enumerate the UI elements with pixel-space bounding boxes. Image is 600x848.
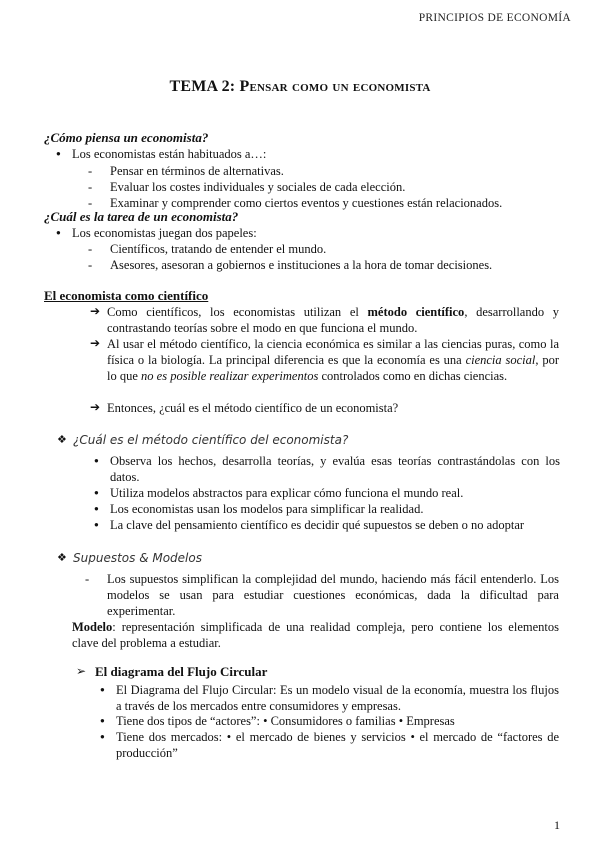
flow-heading: El diagrama del Flujo Circular — [95, 664, 268, 679]
subheading: Supuestos & Modelos — [73, 551, 202, 565]
text-run: Como científicos, los economistas utilizan el — [107, 305, 368, 319]
bullet-item: ● Utiliza modelos abstractos para explicar cómo funciona el mundo real. — [110, 485, 463, 501]
arrow-paragraph — [107, 304, 559, 336]
section-heading: El economista como científico — [44, 288, 209, 303]
dash-item: - Pensar en términos de alternativas. — [110, 163, 284, 179]
text-run: Al usar el método científico, la ciencia económica es similar a las ciencias puras, como la física o la biología. La principal diferencia es que la economía es una — [107, 337, 559, 367]
dash-item: - Evaluar los costes individuales y sociales de cada elección. — [110, 179, 405, 195]
italic-term: ciencia social — [465, 353, 536, 367]
page-number: 1 — [554, 818, 560, 832]
text-run: controlados como en dichas ciencias. — [318, 369, 508, 383]
page-title: TEMA 2: Pensar como un economista — [169, 78, 431, 95]
bold-term: método científico — [367, 305, 465, 319]
question-heading: ¿Cómo piensa un economista? — [44, 130, 209, 145]
bold-term: Modelo — [72, 620, 113, 634]
dash-item: - Científicos, tratando de entender el mundo. — [110, 241, 326, 257]
subheading: ¿Cuál es el método científico del economista? — [73, 433, 349, 447]
arrow-icon: ➔ — [90, 400, 101, 414]
text-run: : representación simplificada de una realidad compleja, pero contiene los elementos clave del problema a estudiar. — [72, 620, 559, 650]
question-heading: ¿Cuál es la tarea de un economista? — [44, 209, 239, 224]
diamond-bullet-icon: ❖ — [57, 434, 67, 446]
dash-paragraph: - Los supuestos simplifican la complejidad del mundo, haciendo más fácil entenderlo. Los modelos se usan para estudiar cuestiones económicas, dada la dificultad para experimentar. — [107, 571, 559, 619]
dash-item: - Asesores, asesoran a gobiernos e instituciones a la hora de tomar decisiones. — [110, 257, 492, 273]
arrow-icon: ➔ — [90, 304, 101, 318]
bullet-item: ● Tiene dos tipos de “actores”: • Consumidores o familias • Empresas — [116, 713, 455, 729]
model-definition — [72, 619, 559, 651]
bullet-item: ● Los economistas usan los modelos para simplificar la realidad. — [110, 501, 423, 517]
arrow-icon: ➔ — [90, 336, 101, 350]
bullet-item: ● Observa los hechos, desarrolla teorías, y evalúa esas teorías contrastándolas con los datos. — [110, 453, 560, 485]
text-run: , por lo que — [107, 353, 559, 383]
dash-item: - Examinar y comprender como ciertos eventos y cuestiones están relacionados. — [110, 195, 502, 211]
bullet-item: ● Tiene dos mercados: • el mercado de bienes y servicios • el mercado de “factores de producción” — [116, 729, 559, 761]
arrow-paragraph — [107, 336, 559, 384]
bullet-item: ● Los economistas juegan dos papeles: — [72, 225, 257, 241]
diamond-bullet-icon: ❖ — [57, 552, 67, 564]
triangle-arrow-icon: ➢ — [76, 664, 87, 678]
page-header: PRINCIPIOS DE ECONOMÍA — [418, 12, 571, 24]
bullet-item: ● El Diagrama del Flujo Circular: Es un modelo visual de la economía, muestra los flujos a través de los mercados entre consumidores y empresas. — [116, 682, 559, 714]
text-run: , desarrollando y contrastando teorías sobre el modo en que funciona el mundo. — [107, 305, 560, 335]
bullet-item: ● La clave del pensamiento científico es decidir qué supuestos se deben o no adoptar — [110, 517, 524, 533]
bullet-item: ● Los economistas están habituados a…: — [72, 146, 266, 162]
arrow-paragraph: Entonces, ¿cuál es el método científico de un economista? — [107, 401, 399, 415]
italic-term: no es posible realizar experimentos — [141, 369, 319, 383]
